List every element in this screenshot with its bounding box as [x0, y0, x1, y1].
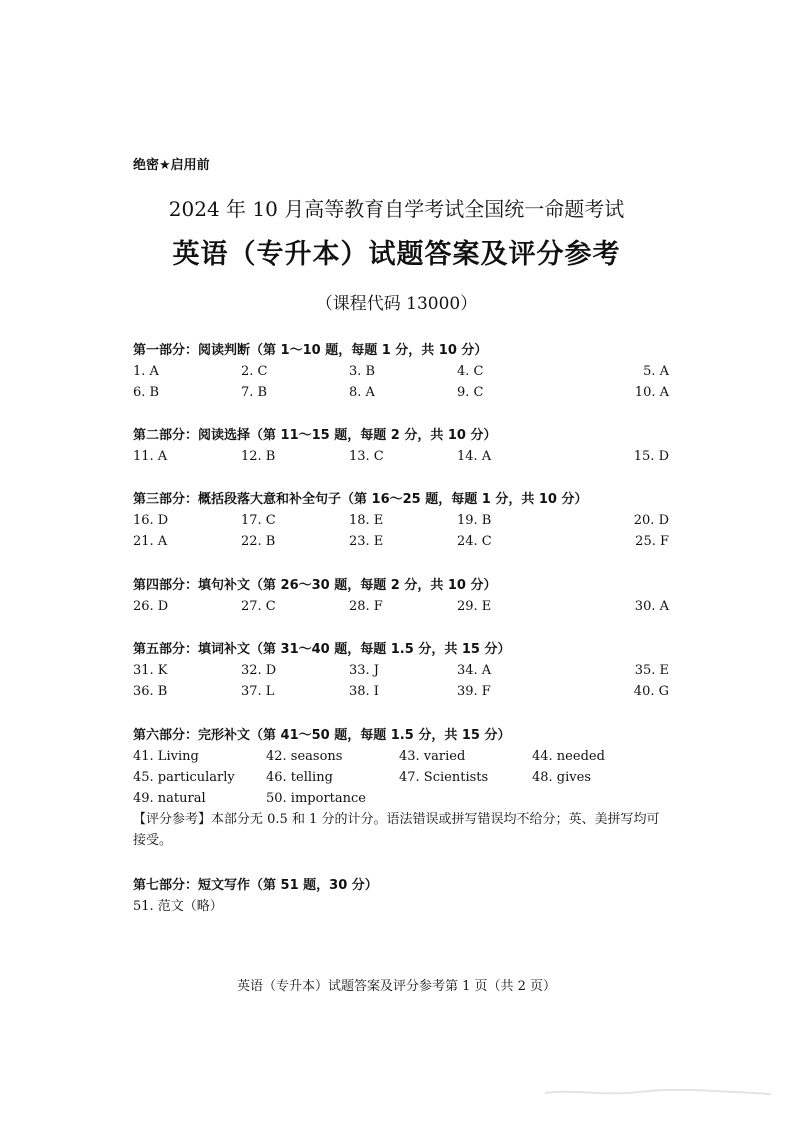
- answer-row: [133, 681, 673, 702]
- document-title: 英语（专升本）试题答案及评分参考: [172, 239, 621, 270]
- answer-cell: 36. B: [133, 684, 168, 699]
- answer-cell: 8. A: [349, 385, 375, 400]
- answer-cell: 3. B: [349, 364, 376, 379]
- answer-cell: 18. E: [349, 513, 384, 528]
- page-footer: 英语（专升本）试题答案及评分参考第 1 页（共 2 页）: [236, 979, 557, 994]
- answer-cell: 21. A: [133, 534, 168, 549]
- answer-cell: 13. C: [349, 449, 384, 464]
- answer-row: [133, 531, 673, 552]
- answer-cell: 30. A: [634, 599, 669, 614]
- answer-cell: 20. D: [633, 513, 669, 528]
- scoring-note: [133, 809, 668, 851]
- answer-row: [133, 382, 673, 403]
- answer-cell: 24. C: [457, 534, 492, 549]
- answer-row: [133, 896, 673, 917]
- answer-row: [133, 361, 673, 382]
- answer-cell: 29. E: [457, 599, 492, 614]
- answer-cell: 48. gives: [532, 770, 591, 785]
- answer-cell: 12. B: [241, 449, 276, 464]
- section-heading: 第四部分：填句补文（第 26～30 题，每题 2 分，共 10 分）: [133, 578, 497, 593]
- scoring-note-tag: 【评分参考】: [133, 812, 212, 827]
- answer-cell: 40. G: [633, 684, 669, 699]
- secret-label: 绝密★启用前: [133, 158, 210, 173]
- answer-row: [133, 660, 673, 681]
- section-heading: 第六部分：完形补文（第 41～50 题，每题 1.5 分，共 15 分）: [133, 728, 511, 743]
- answer-cell: 31. K: [133, 663, 168, 678]
- answer-cell: 46. telling: [266, 770, 333, 785]
- answer-cell: 1. A: [133, 364, 159, 379]
- section-heading: 第五部分：填词补文（第 31～40 题，每题 1.5 分，共 15 分）: [133, 642, 511, 657]
- answer-cell: 25. F: [635, 534, 669, 549]
- answer-cell: 14. A: [457, 449, 492, 464]
- answer-cell: 26. D: [133, 599, 169, 614]
- answer-cell: 47. Scientists: [399, 770, 489, 785]
- scoring-note-text: 本部分无 0.5 和 1 分的计分。语法错误或拼写错误均不给分；英、美拼写均可接受。: [133, 812, 660, 848]
- section-heading: 第一部分：阅读判断（第 1～10 题，每题 1 分，共 10 分）: [133, 343, 488, 358]
- answer-cell: 32. D: [241, 663, 277, 678]
- answer-cell: 6. B: [133, 385, 160, 400]
- section-6: [133, 726, 673, 851]
- answer-cell: 51. 范文（略）: [133, 899, 223, 914]
- answer-cell: 34. A: [457, 663, 492, 678]
- answer-cell: 50. importance: [266, 791, 366, 806]
- course-code: （课程代码 13000）: [315, 294, 478, 314]
- section-heading: 第二部分：阅读选择（第 11～15 题，每题 2 分，共 10 分）: [133, 428, 497, 443]
- answer-cell: 28. F: [349, 599, 383, 614]
- answer-cell: 35. E: [634, 663, 669, 678]
- answer-cell: 22. B: [241, 534, 276, 549]
- answer-row: [133, 767, 673, 788]
- scan-mark: [543, 1085, 773, 1099]
- answer-cell: 9. C: [457, 385, 484, 400]
- answer-row: [133, 788, 673, 809]
- answer-cell: 10. A: [634, 385, 669, 400]
- section-4: [133, 576, 673, 617]
- answer-cell: 19. B: [457, 513, 492, 528]
- answer-cell: 17. C: [241, 513, 276, 528]
- section-heading: 第三部分：概括段落大意和补全句子（第 16～25 题，每题 1 分，共 10 分）: [133, 492, 588, 507]
- answer-row: [133, 510, 673, 531]
- answer-row: [133, 746, 673, 767]
- answer-cell: 16. D: [133, 513, 169, 528]
- answer-cell: 38. I: [349, 684, 379, 699]
- answer-row: [133, 596, 673, 617]
- answer-cell: 45. particularly: [133, 770, 235, 785]
- answer-cell: 49. natural: [133, 791, 206, 806]
- answer-cell: 5. A: [643, 364, 669, 379]
- section-2: [133, 426, 673, 467]
- answer-cell: 2. C: [241, 364, 268, 379]
- section-5: [133, 640, 673, 702]
- answer-row: [133, 446, 673, 467]
- answer-cell: 11. A: [133, 449, 168, 464]
- answer-cell: 27. C: [241, 599, 276, 614]
- section-3: [133, 490, 673, 552]
- answer-cell: 39. F: [457, 684, 491, 699]
- exam-title: 2024 年 10 月高等教育自学考试全国统一命题考试: [168, 197, 625, 221]
- section-heading: 第七部分：短文写作（第 51 题，30 分）: [133, 878, 378, 893]
- answer-cell: 23. E: [349, 534, 384, 549]
- answer-cell: 15. D: [633, 449, 669, 464]
- answer-cell: [399, 788, 532, 809]
- answer-cell: 37. L: [241, 684, 275, 699]
- answer-cell: 4. C: [457, 364, 484, 379]
- answer-cell: 33. J: [349, 663, 380, 678]
- answer-cell: 43. varied: [399, 749, 466, 764]
- answer-cell: 41. Living: [133, 749, 199, 764]
- answer-cell: 7. B: [241, 385, 268, 400]
- section-1: [133, 341, 673, 403]
- section-7: [133, 876, 673, 917]
- answer-cell: 44. needed: [532, 749, 605, 764]
- answer-cell: [532, 788, 665, 809]
- answer-cell: 42. seasons: [266, 749, 343, 764]
